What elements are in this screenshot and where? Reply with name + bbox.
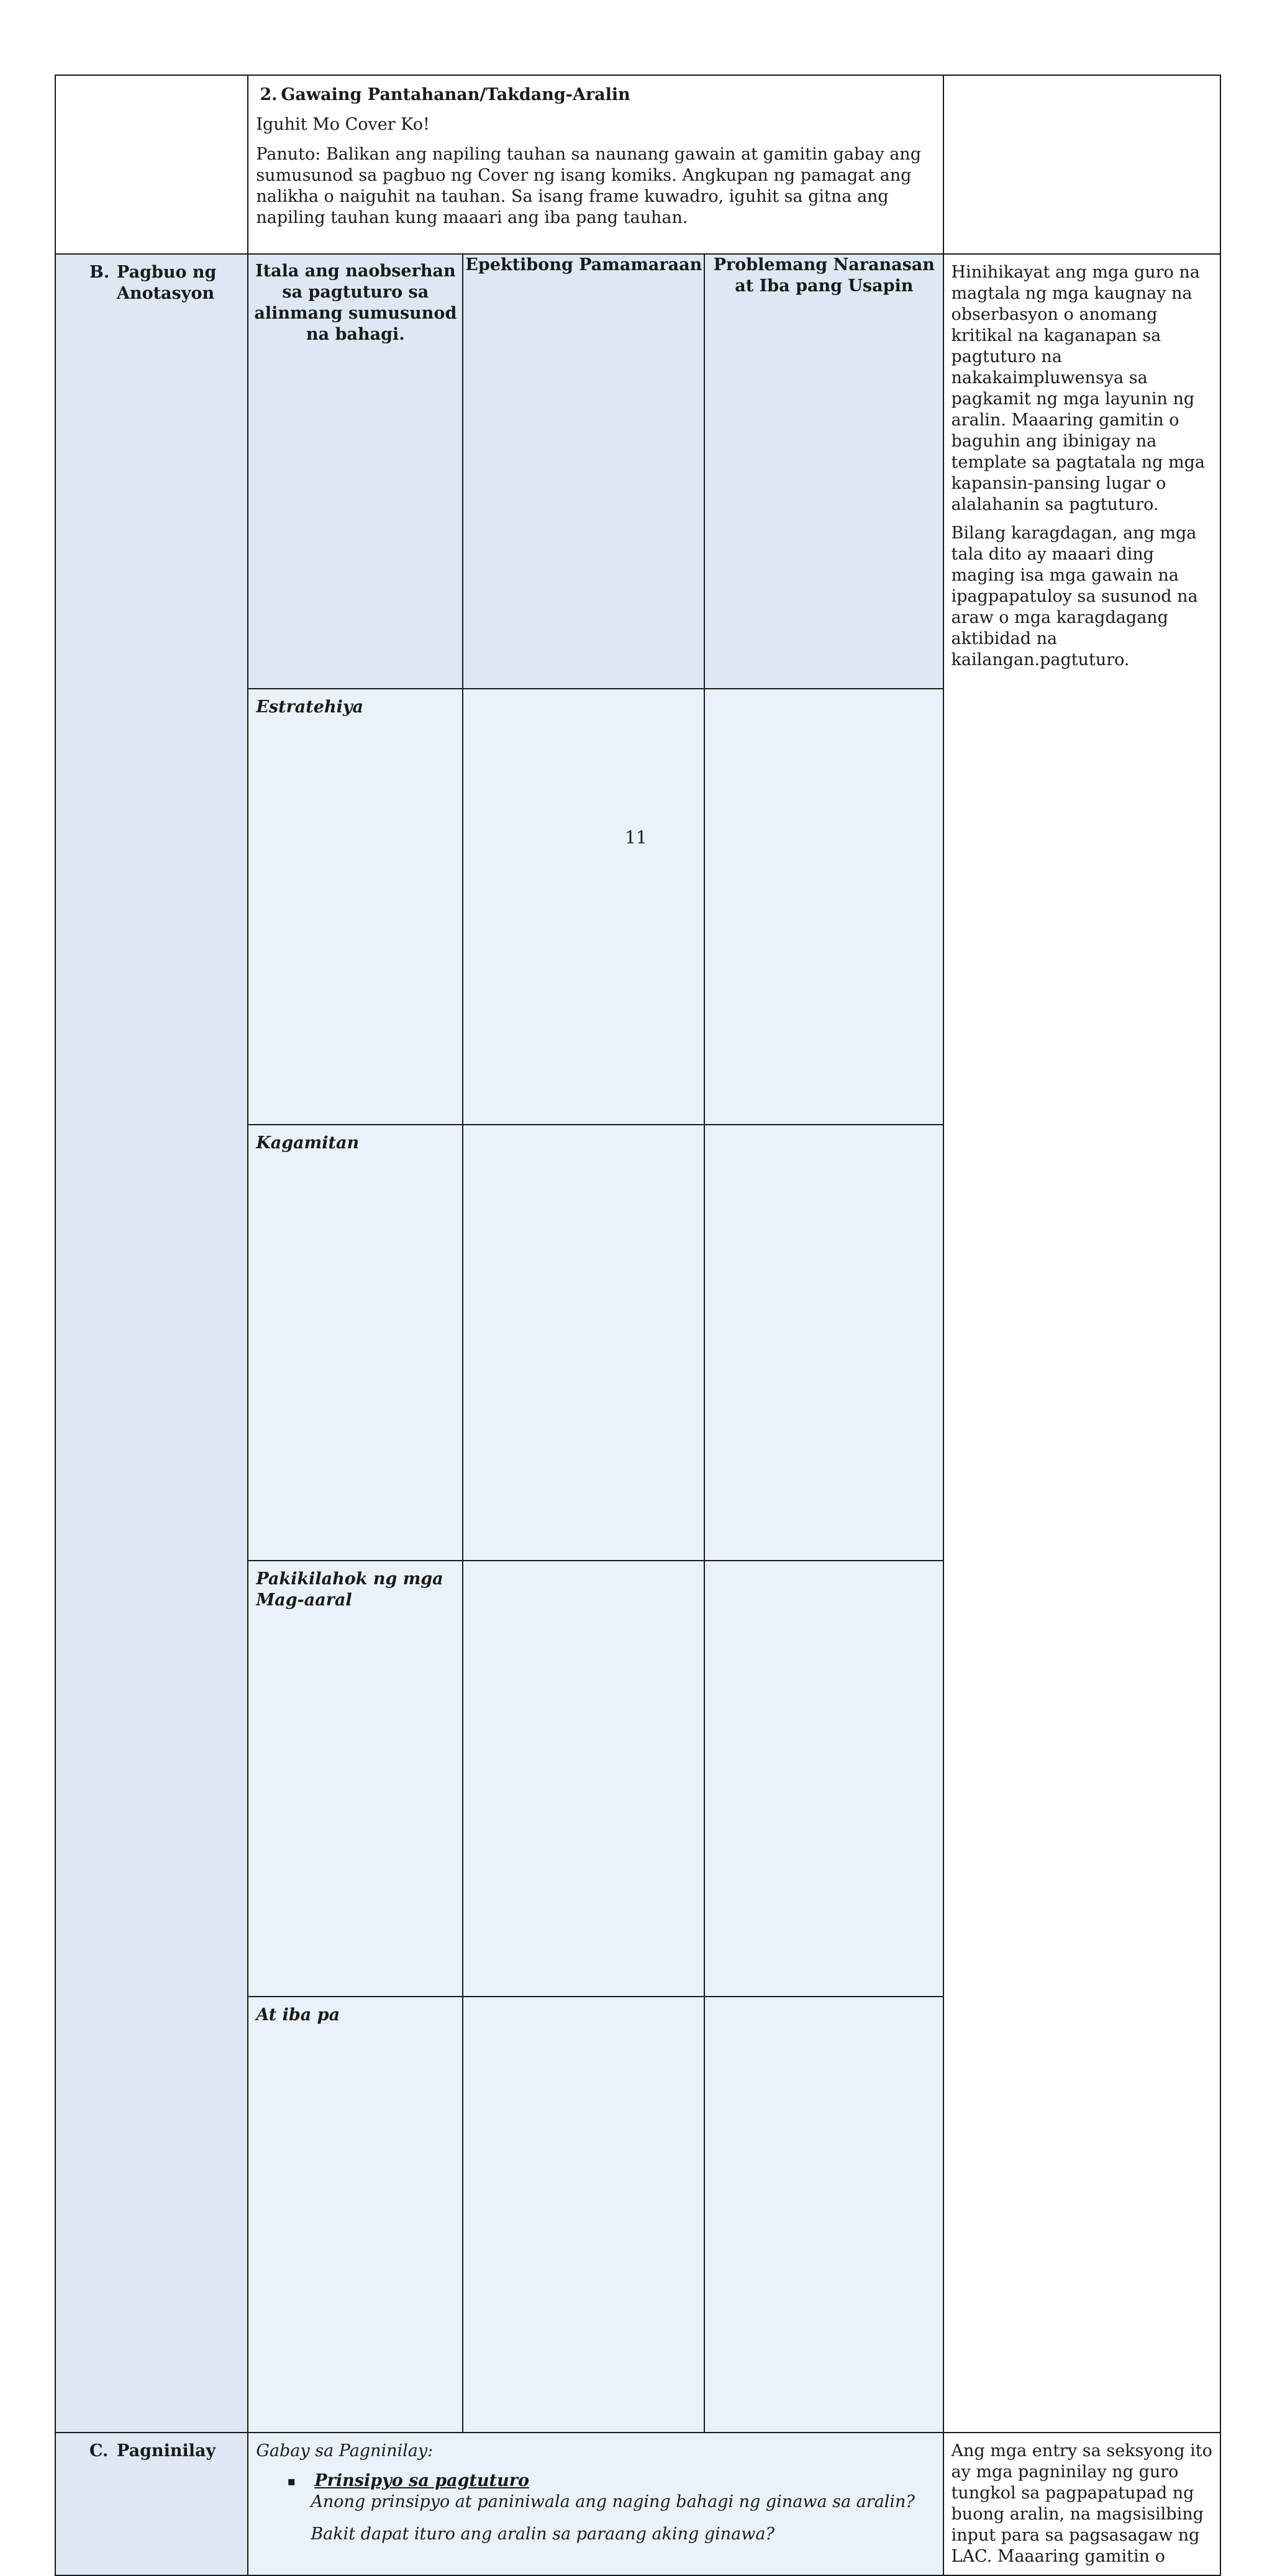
table-row (248, 1125, 943, 1561)
annotation-note-cell (943, 254, 1220, 2433)
annotation-label-line1: Pagbuo ng (117, 263, 217, 282)
reflection-guide: Gabay sa Pagninilay: (256, 2441, 434, 2460)
entry-cell[interactable] (463, 1125, 704, 1561)
entry-cell[interactable] (704, 1561, 943, 1997)
annotation-grid-cell (248, 254, 943, 2433)
annotation-label-line2: Anotasyon (117, 284, 215, 303)
reflection-label-text: Pagninilay (117, 2441, 216, 2460)
annotation-header-observed: Itala ang naobserhan sa pagtuturo sa alinmang sumusunod na bahagi. (248, 255, 463, 689)
lesson-plan-table (55, 75, 1221, 2576)
reflection-question-1: Anong prinsipyo at paniniwala ang naging bahagi ng ginawa sa aralin? (311, 2492, 915, 2511)
table-row (248, 1561, 943, 1997)
row-label-strategy: Estratehiya (248, 689, 463, 1125)
annotation-label (56, 255, 247, 304)
annotation-letter: B. (89, 263, 110, 282)
row-label-participation: Pakikilahok ng mga Mag-aaral (248, 1561, 463, 1997)
reflection-letter: C. (89, 2441, 109, 2460)
entry-cell[interactable] (463, 1561, 704, 1997)
homework-title (256, 84, 935, 106)
annotation-header-problems: Problemang Naranasan at Iba pang Usapin (704, 255, 943, 689)
annotation-label-cell (55, 254, 248, 2433)
reflection-bullet-item (287, 2470, 935, 2492)
entry-cell[interactable] (463, 1997, 704, 2432)
page-number: 11 (625, 827, 647, 848)
reflection-label-cell (55, 2433, 248, 2575)
reflection-row (55, 2433, 1220, 2575)
homework-number: 2. (260, 85, 278, 104)
annotation-note-p2: Bilang karagdagan, ang mga tala dito ay maaari ding maging isa mga gawain na ipagpapatuloy sa susunod na araw o mga karagdagang aktibidad na kailangan.pagtuturo. (951, 524, 1198, 669)
homework-subtitle: Iguhit Mo Cover Ko! (256, 115, 430, 134)
reflection-question-2: Bakit dapat ituro ang aralin sa paraang aking ginawa? (311, 2524, 775, 2544)
square-bullet-icon: ▪ (287, 2474, 296, 2488)
entry-cell[interactable] (704, 1997, 943, 2432)
homework-instructions: Panuto: Balikan ang napiling tauhan sa naunang gawain at gamitin gabay ang sumusunod sa pagbuo ng Cover ng isang komiks. Angkupan ng pamagat ang nalikha o naiguhit na tauhan. Sa isang frame kuwadro, iguhit sa gitna ang napiling tauhan kung maaari ang iba pang tauhan. (256, 145, 921, 227)
homework-title-text: Gawaing Pantahanan/Takdang-Aralin (281, 85, 630, 104)
reflection-bullet-title: Prinsipyo sa pagtuturo (314, 2471, 529, 2490)
annotation-header-row (248, 255, 943, 689)
table-row (248, 1997, 943, 2432)
entry-cell[interactable] (704, 1125, 943, 1561)
reflection-note-cell (943, 2433, 1220, 2575)
homework-label-cell (55, 75, 248, 254)
reflection-content-cell (248, 2433, 943, 2575)
entry-cell[interactable] (463, 689, 704, 1125)
reflection-note: Ang mga entry sa seksyong ito ay mga pagninilay ng guro tungkol sa pagpapatupad ng buong aralin, na magsisilbing input para sa pagsasagaw ng LAC. Maaaring gamitin o (951, 2441, 1212, 2566)
homework-content-cell (248, 75, 943, 254)
entry-cell[interactable] (704, 689, 943, 1125)
annotation-note-p1: Hinihikayat ang mga guro na magtala ng mga kaugnay na obserbasyon o anomang kritikal na kaganapan sa pagtuturo na nakakaimpluwensya sa pagkamit ng mga layunin ng aralin. Maaaring gamitin o baguhin ang ibinigay na template sa pagtatala ng mga kapansin-pansing lugar o alalahanin sa pagtuturo. (951, 263, 1206, 514)
reflection-label (56, 2433, 247, 2462)
annotation-header-effective: Epektibong Pamamaraan (463, 255, 704, 689)
table-row (248, 689, 943, 1125)
row-label-materials: Kagamitan (248, 1125, 463, 1561)
row-label-others: At iba pa (248, 1997, 463, 2432)
homework-note-cell (943, 75, 1220, 254)
annotation-row (55, 254, 1220, 2433)
homework-row (55, 75, 1220, 254)
annotation-grid (248, 255, 943, 2432)
